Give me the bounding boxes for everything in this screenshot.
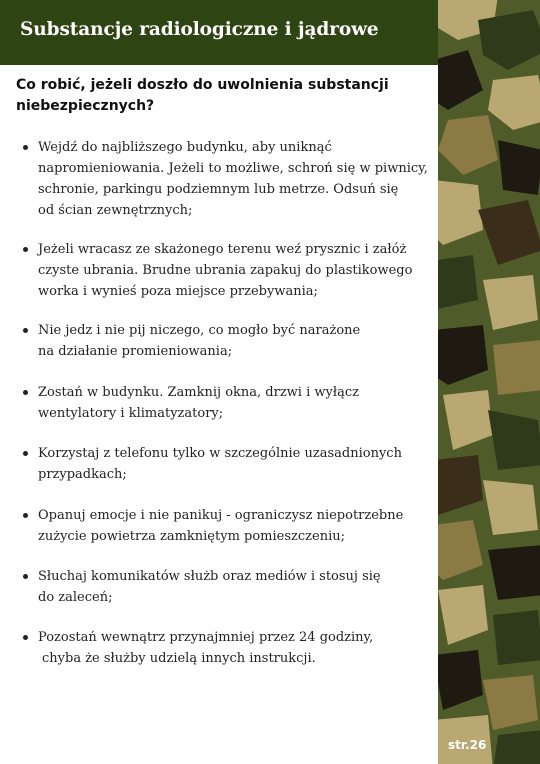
list-item-text [38,505,430,547]
bullet-icon [23,390,28,395]
list-item-line: Wejdź do najbliższego budynku, aby uniknąć [38,140,332,155]
list-item-line: na działanie promieniowania; [38,344,233,359]
bullet-icon [23,145,28,150]
list-item-text [38,137,430,221]
bullet-icon [23,574,28,579]
bullet-icon [23,451,28,456]
list-item-text [38,239,430,302]
list-item-line: czyste ubrania. Brudne ubrania zapakuj do plastikowego [38,263,413,278]
question-line: niebezpiecznych? [16,98,155,114]
bullet-icon [23,635,28,640]
list-item-text [38,627,430,669]
camouflage-pattern [438,0,540,764]
list-item-text [38,382,430,424]
list-item-line: zużycie powietrza zamkniętym pomieszczeniu; [38,529,345,544]
question-line: Co robić, jeżeli doszło do uwolnienia substancji [16,77,389,93]
list-item-line: do zaleceń; [38,590,113,605]
bullet-icon [23,513,28,518]
list-item-line: worka i wynieś poza miejsce przebywania; [38,284,318,299]
list-item-line: chyba że służby udzielą innych instrukcji. [42,651,316,666]
list-item-line: schronie, parkingu podziemnym lub metrze. Odsuń się [38,182,399,197]
list-item-line: Słuchaj komunikatów służb oraz mediów i stosuj się [38,569,381,584]
bullet-icon [23,328,28,333]
list-item-line: Opanuj emocje i nie panikuj - ograniczysz niepotrzebne [38,508,404,523]
page-title: Substancje radiologiczne i jądrowe [20,19,379,40]
list-item-text [38,566,430,608]
camouflage-sidebar [438,0,540,764]
list-item-text [38,443,430,485]
list-item-line: Jeżeli wracasz ze skażonego terenu weź prysznic i załóż [38,242,407,257]
list-item-line: Korzystaj z telefonu tylko w szczególnie uzasadnionych [38,446,402,461]
page-number: str.26 [448,738,487,752]
list-item-line: wentylatory i klimatyzatory; [38,406,224,421]
bullet-icon [23,247,28,252]
list-item-line: Pozostań wewnątrz przynajmniej przez 24 godziny, [38,630,374,645]
list-item-line: Nie jedz i nie pij niczego, co mogło być narażone [38,323,361,338]
list-item-line: napromieniowania. Jeżeli to możliwe, schroń się w piwnicy, [38,161,428,176]
list-item-line: od ścian zewnętrznych; [38,203,193,218]
list-item-line: przypadkach; [38,467,127,482]
list-item-line: Zostań w budynku. Zamknij okna, drzwi i wyłącz [38,385,359,400]
list-item-text [38,320,430,362]
